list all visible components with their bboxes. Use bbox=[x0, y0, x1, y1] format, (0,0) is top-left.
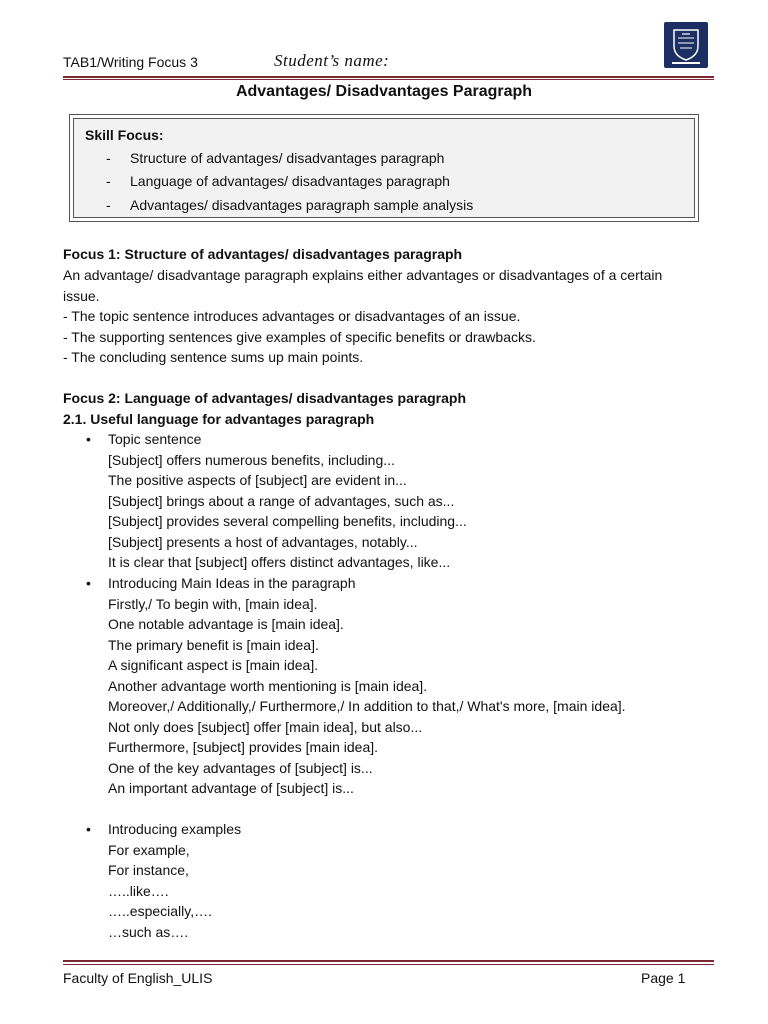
phrase-line: An important advantage of [subject] is... bbox=[108, 780, 354, 796]
footer-rule bbox=[63, 960, 714, 962]
focus1-line: - The concluding sentence sums up main points. bbox=[63, 349, 364, 365]
phrase-line: The primary benefit is [main idea]. bbox=[108, 637, 319, 653]
skill-focus-box bbox=[69, 114, 699, 222]
phrase-line: It is clear that [subject] offers distinct advantages, like... bbox=[108, 554, 451, 570]
phrase-line: …..especially,…. bbox=[108, 903, 212, 919]
skill-focus-item: - Advantages/ disadvantages paragraph sample analysis bbox=[106, 197, 474, 213]
group-label-topic-sentence: Topic sentence bbox=[108, 431, 202, 447]
phrase-line: [Subject] brings about a range of advantages, such as... bbox=[108, 493, 455, 509]
skill-focus-item-text: Language of advantages/ disadvantages paragraph bbox=[130, 173, 450, 189]
focus1-line: - The supporting sentences give examples of specific benefits or drawbacks. bbox=[63, 329, 536, 345]
group-label-examples: Introducing examples bbox=[108, 821, 242, 837]
skill-focus-title: Skill Focus: bbox=[85, 127, 164, 143]
phrase-line: Furthermore, [subject] provides [main idea]. bbox=[108, 739, 379, 755]
bullet-dot: • bbox=[86, 821, 91, 837]
focus1-heading: Focus 1: Structure of advantages/ disadvantages paragraph bbox=[63, 246, 463, 262]
bullet-dot: • bbox=[86, 575, 91, 591]
course-label: TAB1/Writing Focus 3 bbox=[63, 54, 198, 70]
phrase-line: …..like…. bbox=[108, 883, 169, 899]
skill-focus-item: - Language of advantages/ disadvantages paragraph bbox=[106, 173, 450, 189]
group-label-main-ideas: Introducing Main Ideas in the paragraph bbox=[108, 575, 356, 591]
focus2-heading: Focus 2: Language of advantages/ disadvantages paragraph bbox=[63, 390, 466, 406]
header-rule-thin bbox=[63, 79, 714, 80]
phrase-line: For example, bbox=[108, 842, 190, 858]
footer-page-number: Page 1 bbox=[641, 970, 686, 986]
phrase-line: [Subject] offers numerous benefits, including... bbox=[108, 452, 395, 468]
phrase-line: For instance, bbox=[108, 862, 189, 878]
focus2-subheading: 2.1. Useful language for advantages paragraph bbox=[63, 411, 375, 427]
phrase-line: The positive aspects of [subject] are evident in... bbox=[108, 472, 407, 488]
focus1-line: - The topic sentence introduces advantages or disadvantages of an issue. bbox=[63, 308, 521, 324]
phrase-line: [Subject] provides several compelling benefits, including... bbox=[108, 513, 467, 529]
student-name-label: Student’s name: bbox=[274, 51, 390, 70]
phrase-line: One of the key advantages of [subject] is... bbox=[108, 760, 373, 776]
skill-focus-item-text: Structure of advantages/ disadvantages paragraph bbox=[130, 150, 445, 166]
phrase-line: [Subject] presents a host of advantages, notably... bbox=[108, 534, 418, 550]
bullet-dot: • bbox=[86, 431, 91, 447]
skill-focus-inner bbox=[73, 118, 695, 218]
phrase-line: Another advantage worth mentioning is [main idea]. bbox=[108, 678, 428, 694]
phrase-line: A significant aspect is [main idea]. bbox=[108, 657, 319, 673]
page-title: Advantages/ Disadvantages Paragraph bbox=[235, 83, 533, 100]
phrase-line: Moreover,/ Additionally,/ Furthermore,/ In addition to that,/ What's more, [main idea]. bbox=[108, 698, 626, 714]
university-logo bbox=[664, 22, 708, 68]
footer-faculty: Faculty of English_ULIS bbox=[63, 970, 213, 986]
phrase-line: One notable advantage is [main idea]. bbox=[108, 616, 344, 632]
header-rule bbox=[63, 76, 714, 78]
skill-focus-item: - Structure of advantages/ disadvantages paragraph bbox=[106, 150, 445, 166]
phrase-line: …such as…. bbox=[108, 924, 189, 940]
focus1-line: An advantage/ disadvantage paragraph explains either advantages or disadvantages of a certain bbox=[63, 267, 663, 283]
phrase-line: Not only does [subject] offer [main idea], but also... bbox=[108, 719, 423, 735]
skill-focus-item-text: Advantages/ disadvantages paragraph sample analysis bbox=[130, 197, 474, 213]
footer-rule-thin bbox=[63, 964, 714, 965]
phrase-line: Firstly,/ To begin with, [main idea]. bbox=[108, 596, 318, 612]
focus1-line: issue. bbox=[63, 288, 100, 304]
